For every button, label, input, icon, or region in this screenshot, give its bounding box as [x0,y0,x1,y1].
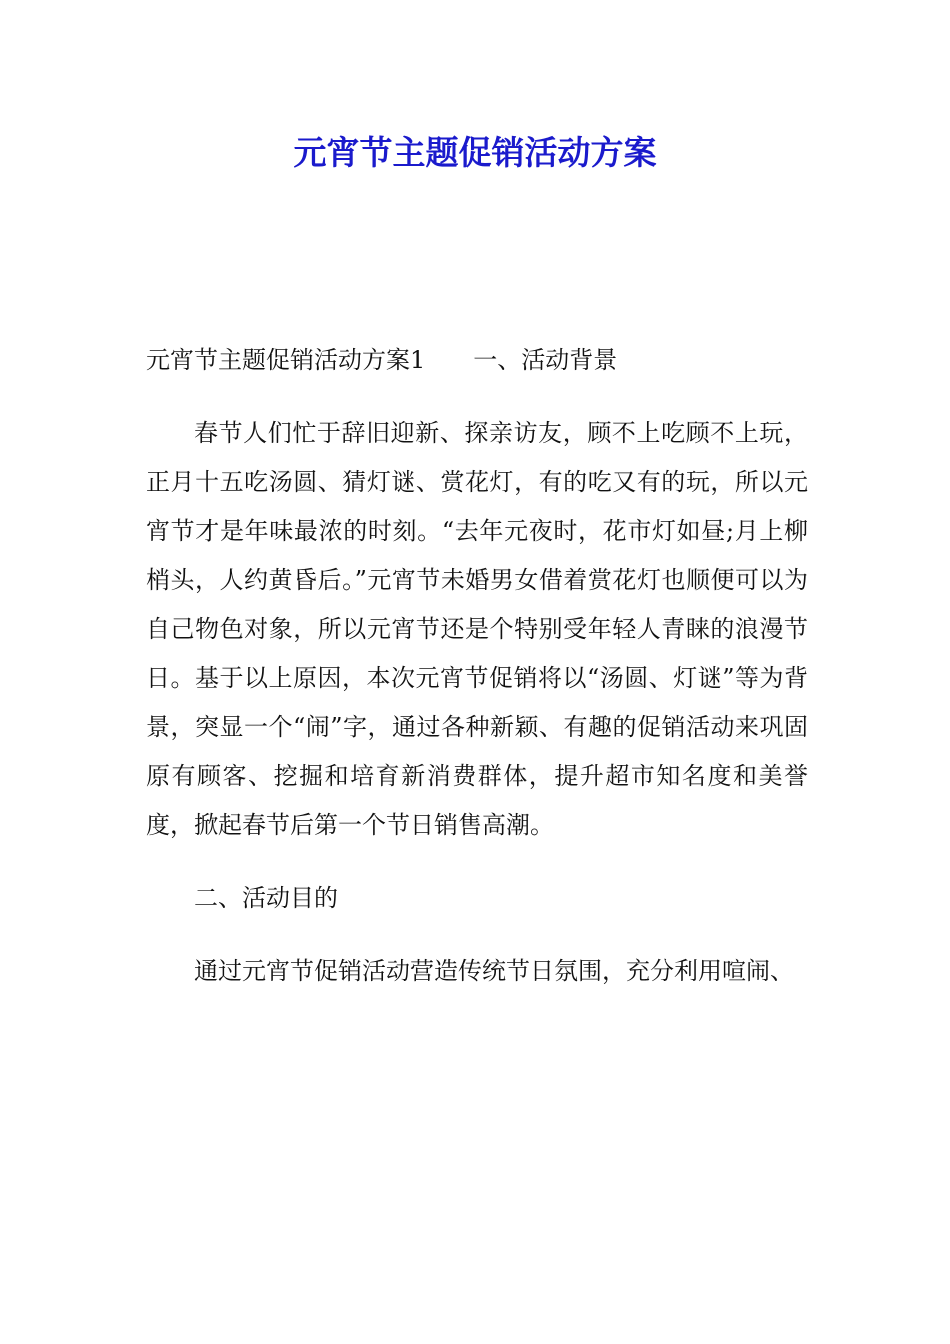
document-subtitle: 元宵节主题促销活动方案1 [146,346,426,374]
section1-paragraph: 春节人们忙于辞旧迎新、探亲访友，顾不上吃顾不上玩，正月十五吃汤圆、猜灯谜、赏花灯，有的吃又有的玩，所以元宵节才是年味最浓的时刻。“去年元夜时，花市灯如昼;月上柳梢头，人约黄昏后。”元宵节未婚男女借着赏花灯也顺便可以为自己物色对象，所以元宵节还是个特别受年轻人青睐的浪漫节日。基于以上原因，本次元宵节促销将以“汤圆、灯谜”等为背景，突显一个“闹”字，通过各种新颖、有趣的促销活动来巩固原有顾客、挖掘和培育新消费群体，提升超市知名度和美誉度，掀起春节后第一个节日销售高潮。 [146,419,808,839]
document-body [146,336,808,1020]
section2-heading: 二、活动目的 [194,884,338,912]
document-title: 元宵节主题促销活动方案 [293,133,657,172]
section2-paragraph: 通过元宵节促销活动营造传统节日氛围，充分利用喧闹、 [194,957,794,985]
section1-heading: 一、活动背景 [473,346,618,374]
subtitle-line [146,336,808,385]
